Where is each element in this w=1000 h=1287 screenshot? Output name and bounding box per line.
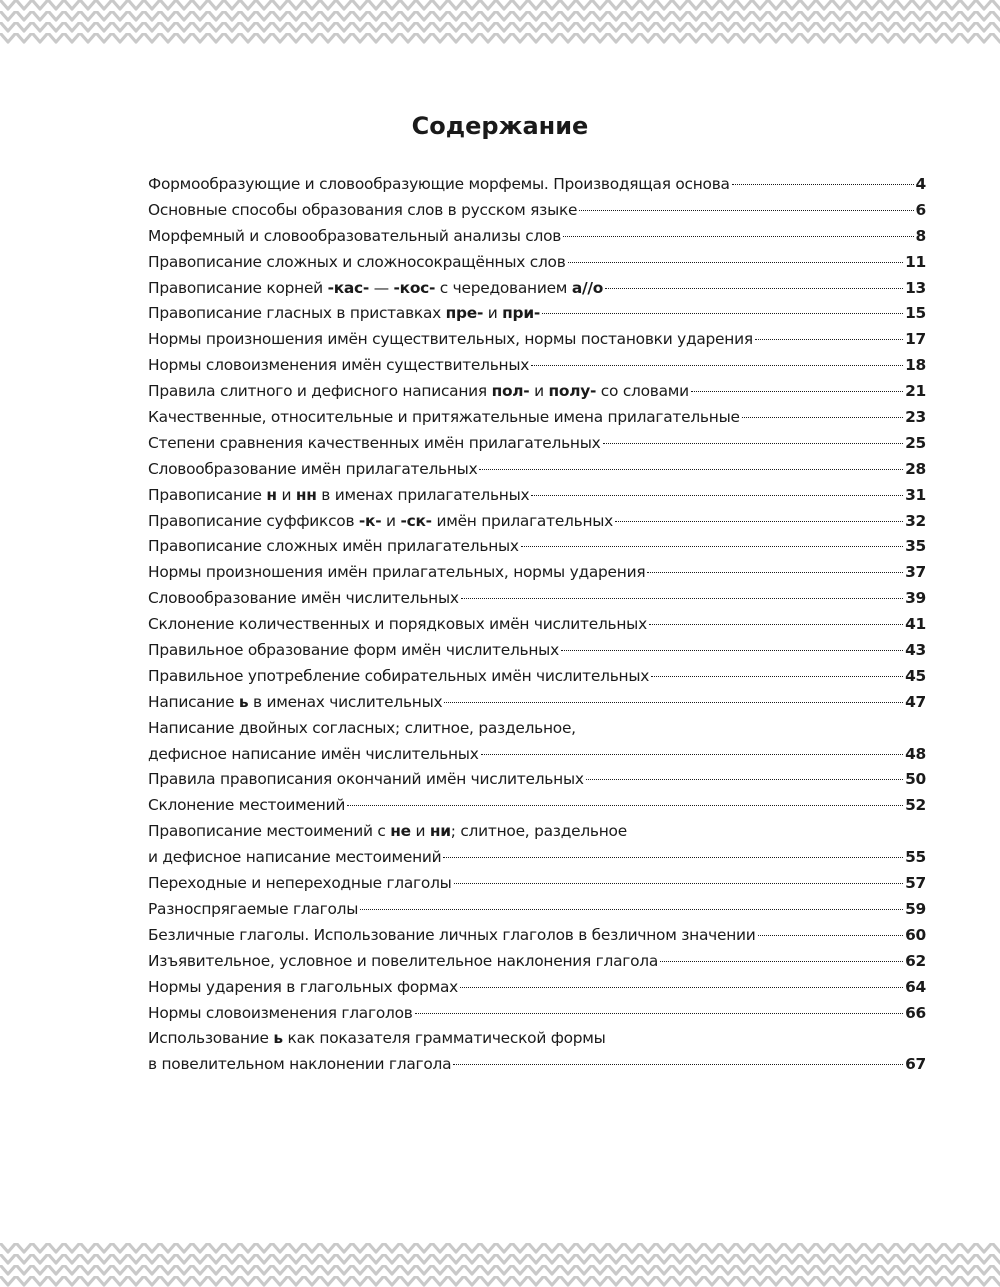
toc-page-number: 17	[905, 330, 926, 349]
toc-entry-title: Правильное образование форм имён числительных	[148, 641, 559, 660]
toc-page-number: 67	[905, 1055, 926, 1074]
dot-leader	[481, 754, 904, 755]
toc-entry[interactable]	[148, 897, 926, 923]
toc-page-number: 11	[905, 252, 926, 271]
toc-page-number: 6	[915, 200, 926, 219]
toc-entry[interactable]	[148, 405, 926, 431]
toc-entry-title: Нормы словоизменения имён существительных	[148, 356, 530, 375]
toc-entry-title: и дефисное написание местоимений	[148, 848, 442, 867]
dot-leader	[603, 443, 904, 444]
toc-entry[interactable]	[148, 560, 926, 586]
toc-entry-title: Качественные, относительные и притяжательные имена прилагательные	[148, 408, 740, 427]
dot-leader	[732, 184, 914, 185]
toc-entry-title: Правописание суффиксов -к- и -ск- имён прилагательных	[148, 511, 614, 530]
dot-leader	[542, 313, 903, 314]
toc-entry-title: Правильное употребление собирательных имён числительных	[148, 666, 650, 685]
toc-page-number: 8	[915, 226, 926, 245]
dot-leader	[615, 521, 903, 522]
toc-entry-title: Правила правописания окончаний имён числительных	[148, 770, 584, 789]
toc-entry[interactable]	[148, 975, 926, 1001]
dot-leader	[563, 236, 913, 237]
toc-entry[interactable]	[148, 1001, 926, 1027]
toc-entry[interactable]	[148, 534, 926, 560]
toc-page-number: 45	[905, 666, 926, 685]
toc-entry[interactable]	[148, 353, 926, 379]
dot-leader	[561, 650, 903, 651]
toc-entry-title: Использование ь как показателя грамматической формы	[148, 1029, 606, 1048]
toc-entry[interactable]	[148, 586, 926, 612]
toc-entry[interactable]	[148, 819, 926, 871]
dot-leader	[568, 262, 904, 263]
toc-page-number: 4	[915, 175, 926, 193]
dot-leader	[521, 546, 903, 547]
toc-entry[interactable]	[148, 224, 926, 250]
toc-entry-title: Изъявительное, условное и повелительное наклонения глагола	[148, 951, 659, 970]
toc-page-number: 57	[905, 874, 926, 893]
toc-entry-title: Переходные и непереходные глаголы	[148, 874, 452, 893]
dot-leader	[461, 598, 903, 599]
toc-entry-title: Правописание местоимений с не и ни; слитное, раздельное	[148, 822, 627, 841]
toc-entry[interactable]	[148, 509, 926, 535]
dot-leader	[586, 779, 903, 780]
toc-entry-title: Склонение количественных и порядковых имён числительных	[148, 615, 647, 634]
toc-entry-title: дефисное написание имён числительных	[148, 744, 479, 763]
table-of-contents	[148, 172, 926, 1078]
toc-page-number: 23	[905, 408, 926, 427]
toc-entry[interactable]	[148, 483, 926, 509]
toc-page-number: 43	[905, 641, 926, 660]
toc-entry-title: Правописание сложных имён прилагательных	[148, 537, 519, 556]
toc-entry-title: Словообразование имён прилагательных	[148, 459, 478, 478]
dot-leader	[651, 676, 903, 677]
toc-entry[interactable]	[148, 327, 926, 353]
toc-page-number: 35	[905, 537, 926, 556]
toc-page-number: 66	[905, 1003, 926, 1022]
toc-entry[interactable]	[148, 793, 926, 819]
toc-entry-title: Правописание сложных и сложносокращённых слов	[148, 252, 566, 271]
dot-leader	[443, 857, 903, 858]
toc-entry-title: Написание двойных согласных; слитное, раздельное,	[148, 718, 576, 737]
dot-leader	[755, 339, 903, 340]
toc-entry[interactable]	[148, 690, 926, 716]
toc-entry-title: Разноспрягаемые глаголы	[148, 899, 359, 918]
toc-entry-title: Нормы произношения имён существительных, нормы постановки ударения	[148, 330, 753, 349]
toc-page-number: 60	[905, 925, 926, 944]
dot-leader	[647, 572, 903, 573]
dot-leader	[460, 987, 903, 988]
dot-leader	[660, 961, 903, 962]
dot-leader	[454, 883, 904, 884]
toc-page-number: 64	[905, 977, 926, 996]
toc-entry-title: Словообразование имён числительных	[148, 589, 459, 608]
toc-page-number: 55	[905, 848, 926, 867]
dot-leader	[531, 495, 903, 496]
toc-entry-title: Правописание н и нн в именах прилагательных	[148, 485, 530, 504]
toc-page-number: 37	[905, 563, 926, 582]
toc-entry[interactable]	[148, 250, 926, 276]
toc-page-number: 59	[905, 899, 926, 918]
dot-leader	[360, 909, 903, 910]
toc-entry[interactable]	[148, 1026, 926, 1078]
toc-page-number: 25	[905, 433, 926, 452]
toc-entry[interactable]	[148, 379, 926, 405]
toc-entry[interactable]	[148, 198, 926, 224]
dot-leader	[531, 365, 903, 366]
page-title: Содержание	[411, 112, 589, 140]
dot-leader	[453, 1064, 903, 1065]
toc-page-number: 13	[905, 278, 926, 297]
toc-entry-title: Нормы ударения в глагольных формах	[148, 977, 458, 996]
toc-entry[interactable]	[148, 664, 926, 690]
toc-entry-title: Правописание гласных в приставках пре- и при-	[148, 304, 540, 323]
toc-page-number: 41	[905, 615, 926, 634]
toc-page-number: 48	[905, 744, 926, 763]
toc-entry[interactable]	[148, 457, 926, 483]
dot-leader	[649, 624, 903, 625]
toc-page-number: 47	[905, 692, 926, 711]
toc-entry-title: Правила слитного и дефисного написания пол- и полу- со словами	[148, 382, 689, 401]
toc-entry-title: Степени сравнения качественных имён прилагательных	[148, 433, 601, 452]
toc-page-number: 52	[905, 796, 926, 815]
dot-leader	[691, 391, 903, 392]
dot-leader	[758, 935, 904, 936]
toc-entry-title: Нормы словоизменения глаголов	[148, 1003, 413, 1022]
toc-entry[interactable]	[148, 716, 926, 768]
knit-pattern-top	[0, 0, 1000, 44]
dot-leader	[415, 1013, 904, 1014]
toc-entry-title: Формообразующие и словообразующие морфемы. Производящая основа	[148, 175, 730, 193]
dot-leader	[444, 702, 903, 703]
toc-page-number: 50	[905, 770, 926, 789]
toc-page-number: 32	[905, 511, 926, 530]
toc-entry-title: Основные способы образования слов в русском языке	[148, 200, 578, 219]
dot-leader	[579, 210, 913, 211]
toc-entry-title: Правописание корней -кас- — -кос- с чередованием а//о	[148, 278, 604, 297]
toc-entry[interactable]	[148, 301, 926, 327]
toc-entry[interactable]	[148, 767, 926, 793]
toc-entry[interactable]	[148, 638, 926, 664]
toc-page-number: 21	[905, 382, 926, 401]
dot-leader	[605, 288, 903, 289]
toc-page-number: 39	[905, 589, 926, 608]
toc-entry-title: Безличные глаголы. Использование личных глаголов в безличном значении	[148, 925, 756, 944]
toc-entry-title: в повелительном наклонении глагола	[148, 1055, 452, 1074]
knit-pattern-bottom	[0, 1243, 1000, 1287]
toc-page-number: 31	[905, 485, 926, 504]
dot-leader	[742, 417, 903, 418]
toc-entry[interactable]	[148, 949, 926, 975]
toc-entry-title: Написание ь в именах числительных	[148, 692, 443, 711]
toc-page-number: 62	[905, 951, 926, 970]
toc-entry-title: Морфемный и словообразовательный анализы слов	[148, 226, 562, 245]
toc-page-number: 28	[905, 459, 926, 478]
toc-entry-title: Склонение местоимений	[148, 796, 346, 815]
toc-entry[interactable]	[148, 871, 926, 897]
toc-page-number: 15	[905, 304, 926, 323]
toc-entry[interactable]	[148, 172, 926, 198]
toc-entry[interactable]	[148, 612, 926, 638]
toc-entry[interactable]	[148, 431, 926, 457]
dot-leader	[479, 469, 903, 470]
toc-page-number: 18	[905, 356, 926, 375]
toc-entry[interactable]	[148, 923, 926, 949]
dot-leader	[347, 805, 903, 806]
toc-entry-title: Нормы произношения имён прилагательных, нормы ударения	[148, 563, 646, 582]
toc-entry[interactable]	[148, 276, 926, 302]
